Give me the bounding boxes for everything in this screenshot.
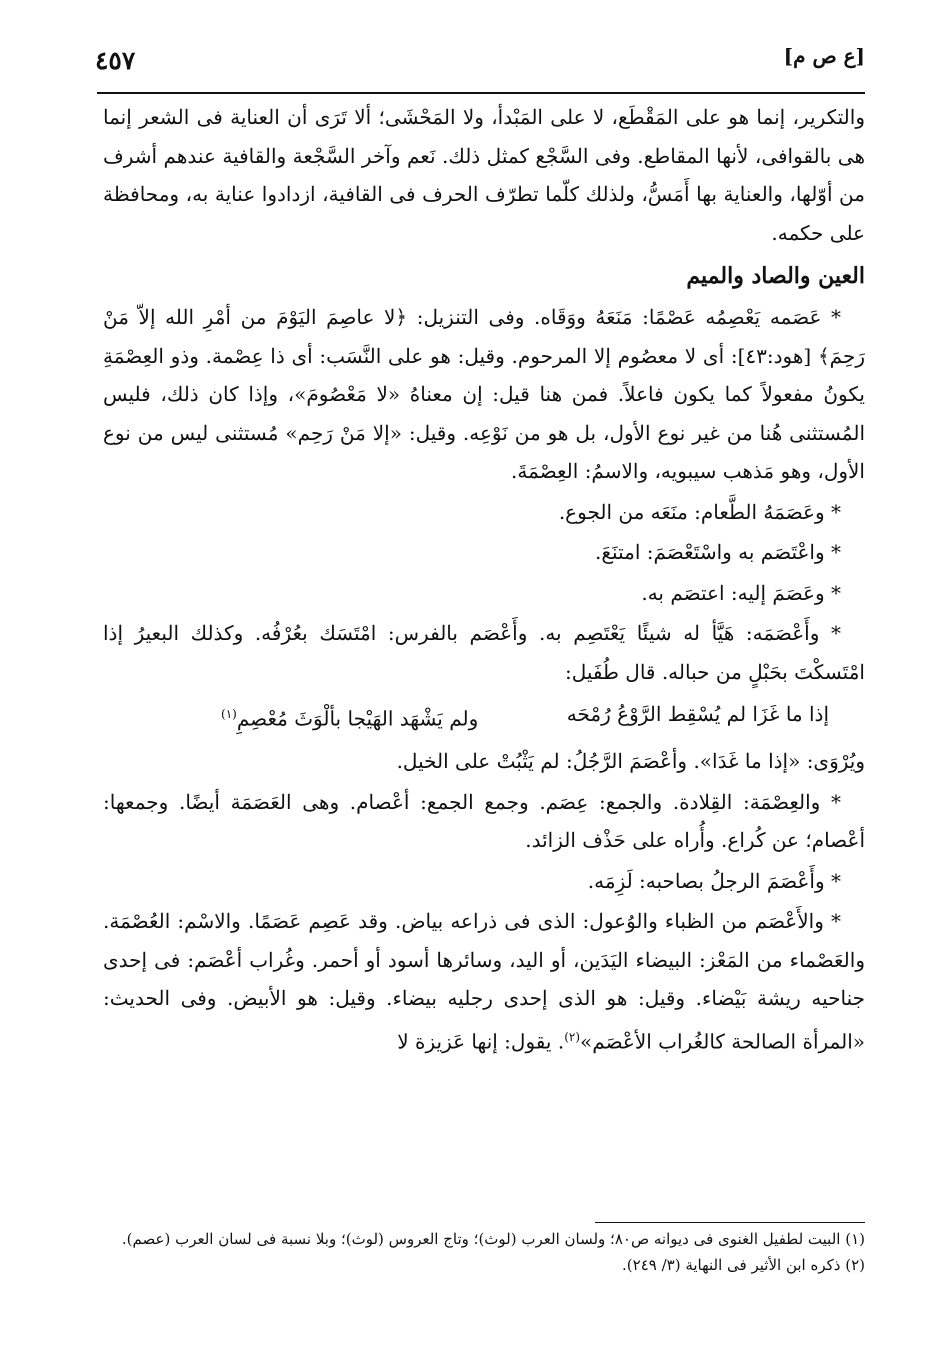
entry-food: * وعَصَمَهُ الطَّعام: منَعَه من الجوع.: [558, 499, 841, 524]
section-heading: العين والصاد والميم: [686, 263, 865, 289]
footnotes: [100, 1226, 865, 1278]
verse-first-hemistich: إذا ما غَزَا لم يُسْقِط الرَّوْعُ رُمْحَه: [566, 702, 829, 726]
entry-asama: * عَصَمه يَعْصِمُه عَصْمًا: مَنَعَهُ ووَقَاه. وفى التنزيل: ﴿لا عاصِمَ اليَوْمَ من أمْرِ الله إلاّ مَنْ رَحِمَ﴾ [هود:٤٣]: أى لا معصُوم إلا المرحوم. وقيل: هو على النَّسَب: أى ذا عِصْمة. وذو العِصْمَةِ يكونُ مفعولاً كما يكون فاعلاً. فمن هنا قيل: إن معناهُ «لا مَعْصُومَ»، وإذا كان ذلك، فليس المُستثنى هُنا من غير نوع الأول، بل هو من نَوْعِه. وقيل: «إلا مَنْ رَحِم» مُستثنى ليس من نوع الأول، وهو مَذهب سيبويه، والاسمُ: العِصْمَةَ.: [103, 305, 866, 483]
entry-isma: * والعِصْمَة: القِلادة. والجمع: عِصَم. وجمع الجمع: أعْصام. وهى العَصَمَة أيضًا. وجمعها: أعْصام؛ عن كُراع. وأُراه على حَذْف الزائد.: [103, 789, 865, 853]
footnote-2: (٢) ذكره ابن الأثير فى النهاية (٣/ ٢٤٩).: [622, 1256, 865, 1274]
verse-second-text: ولم يَشْهَد الهَيْجا بألْوَثَ مُعْصِمِ: [236, 706, 479, 731]
verse-second-hemistich: [221, 695, 478, 738]
entry-aasam: [103, 902, 865, 1061]
entry-asama-ilayh: * وعَصَمَ إليه: اعتصَم به.: [641, 580, 841, 605]
paragraph-continuation: والتكرير، إنما هو على المَقْطَع، لا على المَبْدأ، ولا المَحْشَى؛ ألا تَرَى أن العناية فى الشعر إنما هى بالقوافى، لأنها المقاطع. وفى السَّجْع كمثل ذلك. نَعم وآخر السَّجْعة والقافية عندهم أشرف من أوّلها، والعناية بها أَمَسُّ، ولذلك كلّما تطرّف الحرف فى القافية، ازدادوا عناية به، ومحافظة على حكمه.: [103, 105, 865, 245]
body-text: [103, 98, 865, 1061]
header-rule: [97, 92, 865, 94]
footnote-marker-2: (٢): [564, 1029, 581, 1044]
entry-aasama: * وأَعْصَمَه: هَيَّأ له شيئًا يَعْتَصِم به. وأَعْصَم بالفرس: امْتَسَك بعُرْفُه. وكذلك البعيرُ إذا امْتَسكْتَ بحَبْلٍ من حباله. قال طُفَيل:: [103, 621, 865, 684]
footnote-marker-1: (١): [221, 707, 237, 721]
entry-variant-reading: ويُرْوَى: «إذا ما غَدَا». وأعْصَمَ الرَّجُلُ: لم يَثْبُتْ على الخيل.: [396, 749, 865, 774]
section-code: [ع ص م]: [783, 44, 865, 68]
page-number: ٤٥٧: [95, 46, 136, 75]
running-head: [95, 40, 865, 84]
entry-itasama: * واعْتَصَم به واسْتَعْصَمَ: امتنَعَ.: [595, 540, 841, 564]
entry-aasam-text: * والأَعْصَم من الظباء والوُعول: الذى فى ذراعه بياض. وقد عَصِم عَصَمًا. والاسْم: العُصْمَة. والعَصْماء من المَعْز: البيضاء اليَدَين، أو اليد، وسائرها أسود أو أحمر. وغُراب أعْصَم: فى إحدى جناحيه ريشة بَيْضاء. وقيل: هو الذى إحدى رجليه بيضاء. وقيل: هو الأبيض. وفى الحديث: «المرأة الصالحة كالغُراب الأعْصَم»: [103, 909, 865, 1054]
poetry-verse: [103, 695, 865, 738]
footnote-rule: [595, 1222, 865, 1223]
footnote-1: (١) البيت لطفيل الغنوى فى ديوانه ص٨٠؛ ولسان العرب (لوث)؛ وتاج العروس (لوث)؛ وبلا نسبة فى لسان العرب (عصم).: [121, 1230, 865, 1248]
entry-aasama-rajul: * وأَعْصَمَ الرجلُ بصاحبه: لَزِمَه.: [587, 868, 841, 893]
entry-aasam-text-end: . يقول: إنها عَزيزة لا: [397, 1029, 565, 1054]
